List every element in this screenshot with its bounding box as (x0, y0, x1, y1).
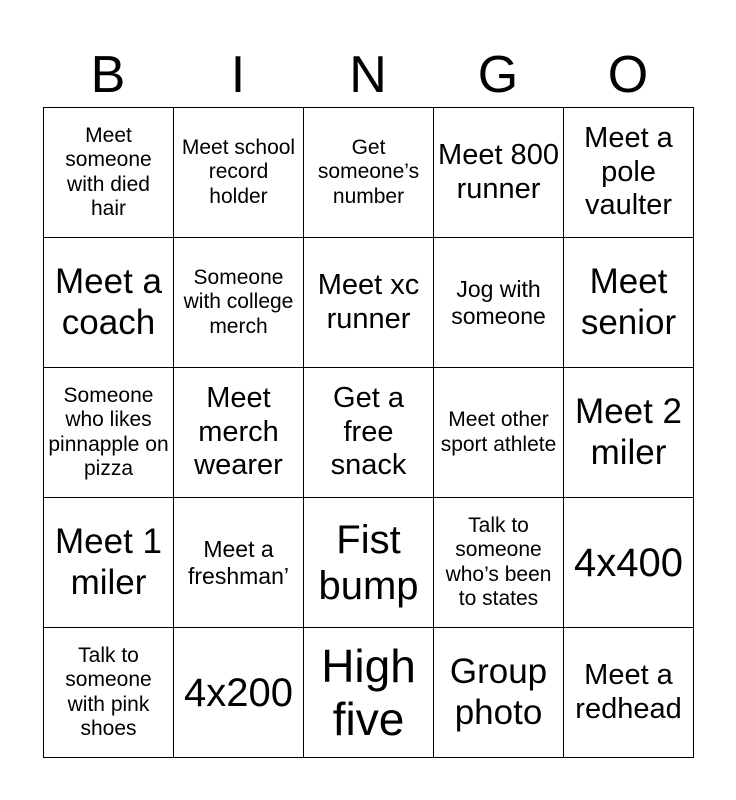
bingo-cell: Talk to someone who’s been to states (434, 498, 564, 628)
bingo-cell: Someone with college merch (174, 238, 304, 368)
bingo-cell: 4x400 (564, 498, 694, 628)
bingo-board (43, 107, 694, 758)
bingo-cell: Meet a pole vaulter (564, 108, 694, 238)
board-row (44, 108, 694, 238)
bingo-cell: Fist bump (304, 498, 434, 628)
bingo-cell: Meet school record holder (174, 108, 304, 238)
header-letter-n: N (349, 46, 387, 104)
bingo-cell: Meet someone with died hair (44, 108, 174, 238)
header-letter-i: I (230, 46, 246, 104)
bingo-cell: Meet xc runner (304, 238, 434, 368)
header-letter-b: B (90, 46, 126, 104)
bingo-cell: Someone who likes pinnapple on pizza (44, 368, 174, 498)
bingo-cell: High five (304, 628, 434, 758)
bingo-cell: Get a free snack (304, 368, 434, 498)
header-letter-g: G (477, 46, 519, 104)
bingo-cell: Talk to someone with pink shoes (44, 628, 174, 758)
bingo-cell: Group photo (434, 628, 564, 758)
bingo-cell: Meet other sport athlete (434, 368, 564, 498)
bingo-cell: Meet 2 miler (564, 368, 694, 498)
board-row (44, 628, 694, 758)
bingo-header (43, 44, 693, 106)
bingo-cell: Meet 1 miler (44, 498, 174, 628)
bingo-cell: 4x200 (174, 628, 304, 758)
board-row (44, 368, 694, 498)
bingo-cell: Meet a freshman’ (174, 498, 304, 628)
bingo-cell: Meet a coach (44, 238, 174, 368)
bingo-cell: Jog with someone (434, 238, 564, 368)
bingo-cell: Meet 800 runner (434, 108, 564, 238)
bingo-cell: Get someone’s number (304, 108, 434, 238)
bingo-cell: Meet merch wearer (174, 368, 304, 498)
bingo-cell: Meet senior (564, 238, 694, 368)
board-row (44, 238, 694, 368)
bingo-cell: Meet a redhead (564, 628, 694, 758)
board-row (44, 498, 694, 628)
header-letter-o: O (607, 46, 649, 104)
